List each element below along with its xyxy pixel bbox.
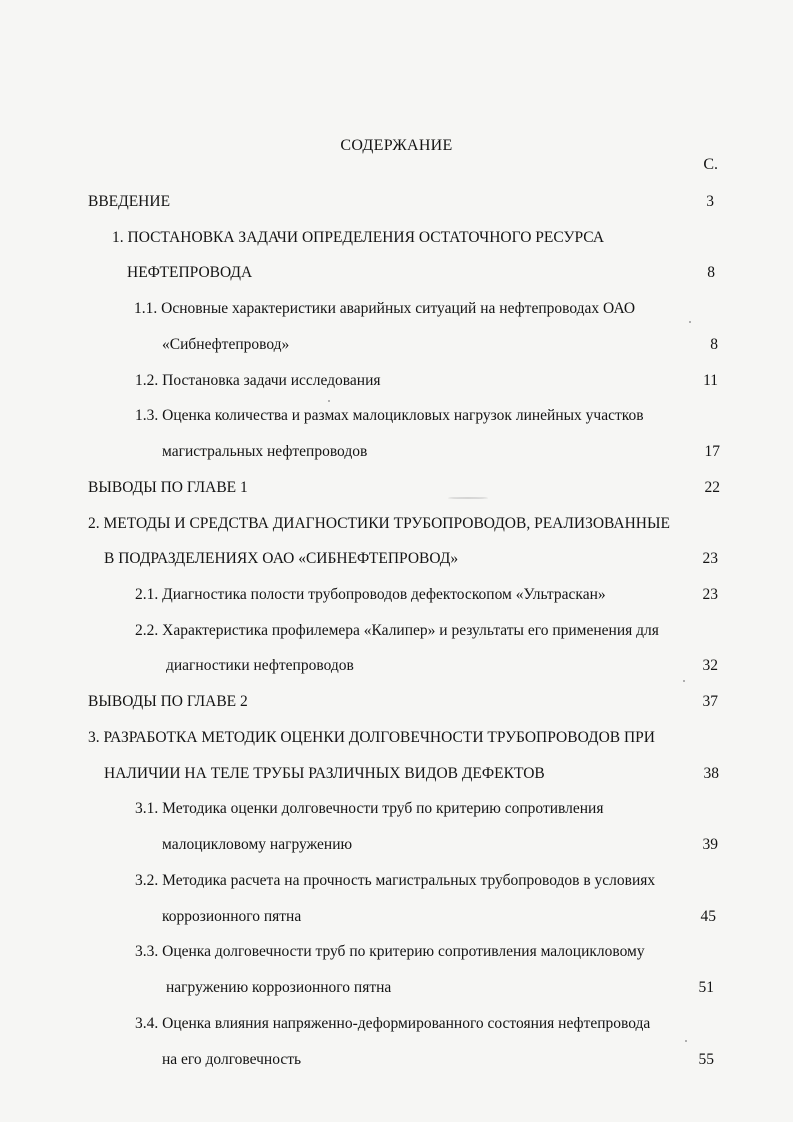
toc-page-number: 17 xyxy=(704,443,720,460)
toc-entry: В ПОДРАЗДЕЛЕНИЯХ ОАО «СИБНЕФТЕПРОВОД» xyxy=(104,550,459,567)
toc-page-number: 38 xyxy=(703,765,719,782)
toc-page-number: 55 xyxy=(698,1051,714,1068)
toc-entry: «Сибнефтепровод» xyxy=(162,336,290,353)
toc-entry: 3. РАЗРАБОТКА МЕТОДИК ОЦЕНКИ ДОЛГОВЕЧНОСТИ ТРУБОПРОВОДОВ ПРИ xyxy=(88,729,655,746)
toc-entry: 3.2. Методика расчета на прочность магистральных трубопроводов в условиях xyxy=(135,872,656,889)
toc-entry: 3.1. Методика оценки долговечности труб по критерию сопротивления xyxy=(135,800,604,817)
scan-speck xyxy=(685,1040,687,1042)
toc-entry: на его долговечность xyxy=(162,1051,302,1068)
scan-speck xyxy=(683,680,685,682)
toc-page-number: 11 xyxy=(703,372,718,389)
toc-entry: ВВЕДЕНИЕ xyxy=(88,193,171,210)
toc-page-number: 37 xyxy=(702,693,718,710)
toc-entry: магистральных нефтепроводов xyxy=(162,443,368,460)
toc-page-number: 32 xyxy=(702,657,718,674)
toc-page-number: 3 xyxy=(706,193,714,210)
toc-entry: ВЫВОДЫ ПО ГЛАВЕ 1 xyxy=(88,479,248,496)
scan-speck xyxy=(689,321,691,323)
toc-entry: нагружению коррозионного пятна xyxy=(166,979,392,996)
toc-entry: коррозионного пятна xyxy=(162,908,302,925)
toc-entry: 2.1. Диагностика полости трубопроводов дефектоскопом «Ультраскан» xyxy=(135,586,606,603)
toc-entry: 3.3. Оценка долговечности труб по критерию сопротивления малоцикловому xyxy=(135,943,645,960)
toc-page-number: 39 xyxy=(702,836,718,853)
toc-entry: НАЛИЧИИ НА ТЕЛЕ ТРУБЫ РАЗЛИЧНЫХ ВИДОВ ДЕФЕКТОВ xyxy=(104,765,545,782)
page-title: СОДЕРЖАНИЕ xyxy=(340,137,453,154)
toc-entry: 1.1. Основные характеристики аварийных ситуаций на нефтепроводах ОАО xyxy=(134,300,636,317)
toc-page-number: 23 xyxy=(702,586,718,603)
toc-entry: 2. МЕТОДЫ И СРЕДСТВА ДИАГНОСТИКИ ТРУБОПРОВОДОВ, РЕАЛИЗОВАННЫЕ xyxy=(88,515,670,532)
toc-entry: диагностики нефтепроводов xyxy=(166,657,354,674)
toc-page-number: 8 xyxy=(707,264,715,281)
toc-entry: 3.4. Оценка влияния напряженно-деформированного состояния нефтепровода xyxy=(135,1015,651,1032)
page-column-header: С. xyxy=(703,156,718,173)
toc-entry: 2.2. Характеристика профилемера «Калипер» и результаты его применения для xyxy=(135,622,659,639)
toc-entry: НЕФТЕПРОВОДА xyxy=(127,264,253,281)
toc-page-number: 51 xyxy=(698,979,714,996)
toc-page-number: 45 xyxy=(700,908,716,925)
toc-entry: ВЫВОДЫ ПО ГЛАВЕ 2 xyxy=(88,693,248,710)
toc-page-number: 8 xyxy=(710,336,718,353)
toc-entry: малоцикловому нагружению xyxy=(162,836,353,853)
toc-page-number: 22 xyxy=(704,479,720,496)
scan-speck xyxy=(328,400,330,402)
scan-speck xyxy=(448,497,488,499)
toc-page-number: 23 xyxy=(702,550,718,567)
toc-entry: 1.3. Оценка количества и размах малоцикловых нагрузок линейных участков xyxy=(135,407,644,424)
toc-entry: 1.2. Постановка задачи исследования xyxy=(135,372,381,389)
toc-entry: 1. ПОСТАНОВКА ЗАДАЧИ ОПРЕДЕЛЕНИЯ ОСТАТОЧНОГО РЕСУРСА xyxy=(112,229,605,246)
